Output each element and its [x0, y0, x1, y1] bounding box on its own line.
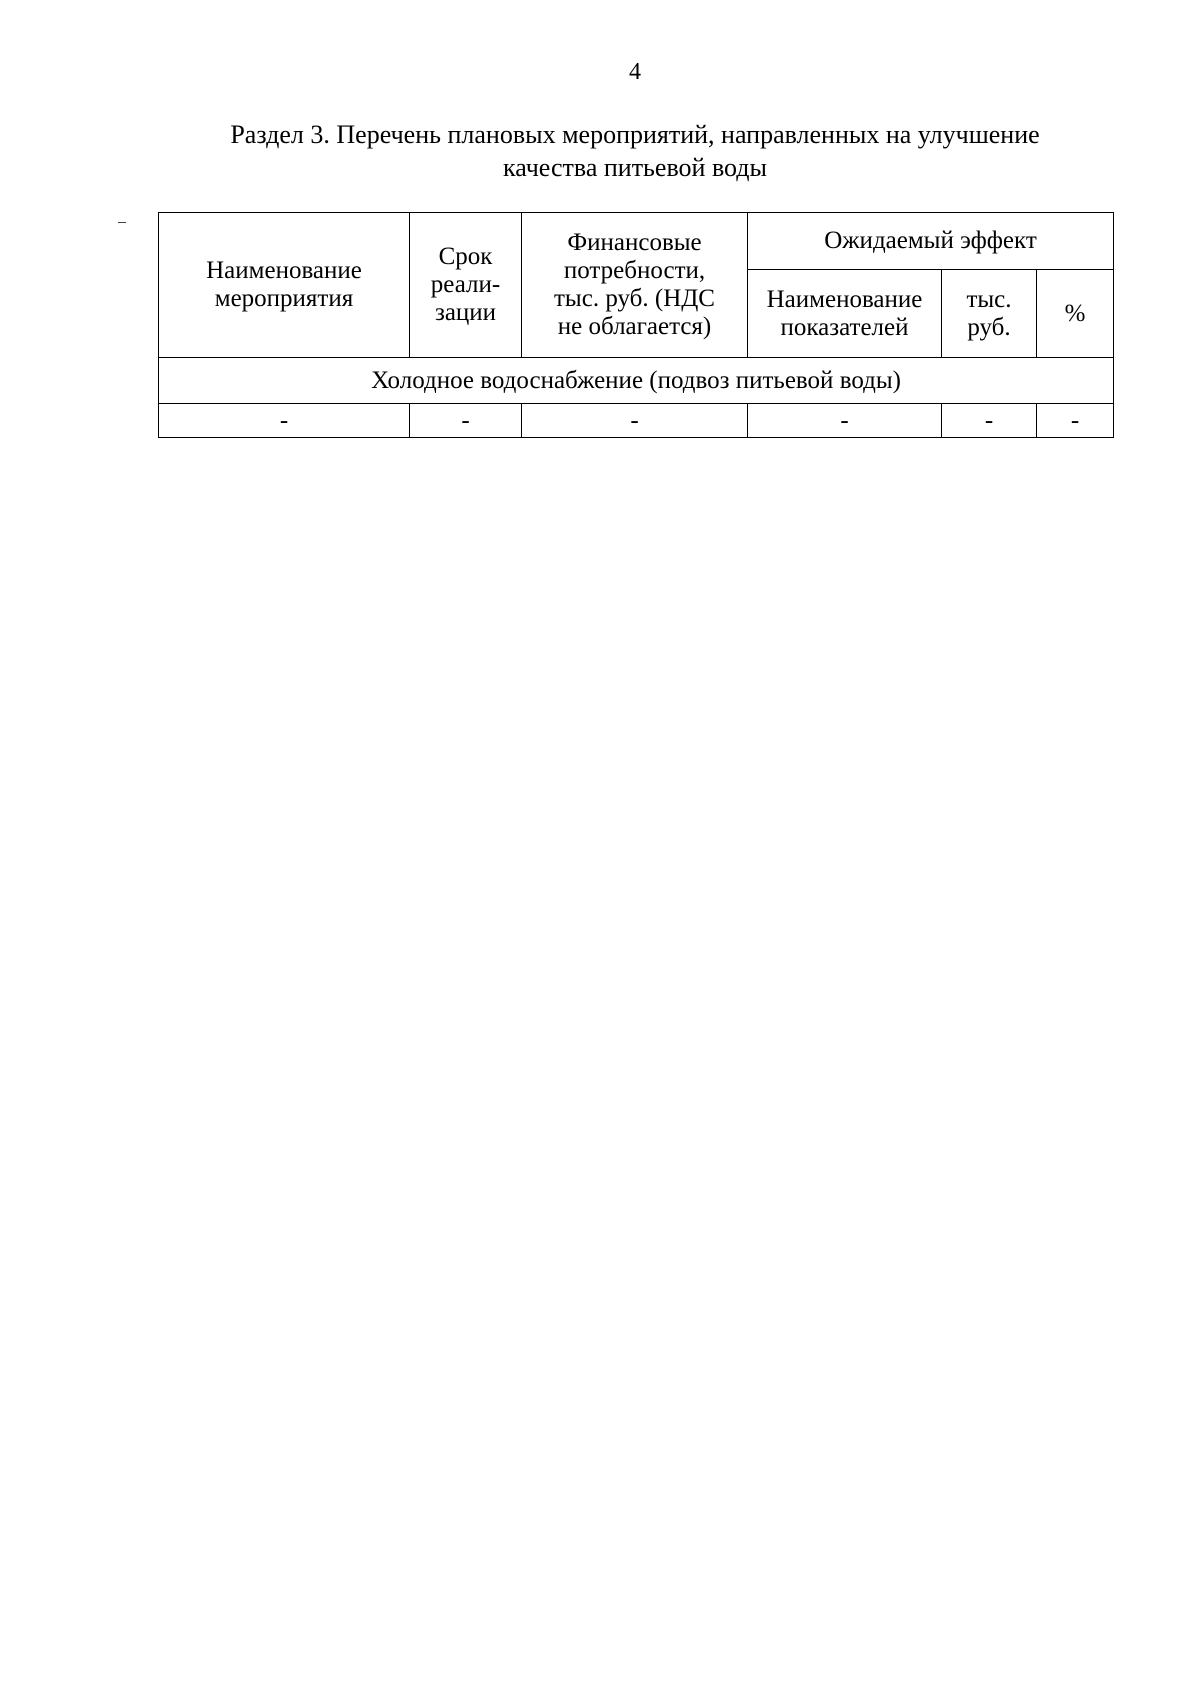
header-name: Наименование мероприятия — [159, 213, 410, 358]
table-row — [159, 404, 1114, 438]
measures-table — [158, 212, 1114, 438]
cell-indicators: - — [748, 404, 942, 438]
cell-percent: - — [1037, 404, 1114, 438]
cell-name: - — [159, 404, 410, 438]
cell-term: - — [410, 404, 522, 438]
header-thousand-rub: тыс. руб. — [942, 270, 1037, 358]
section-title-line-2: качества питьевой воды — [502, 153, 768, 182]
cell-finance: - — [522, 404, 748, 438]
section-row-cold-water: Холодное водоснабжение (подвоз питьевой воды) — [159, 358, 1114, 404]
section-title-line-1: Раздел 3. Перечень плановых мероприятий, направленных на улучшение — [230, 120, 1040, 149]
scan-mark — [118, 222, 126, 223]
section-title — [160, 118, 1110, 184]
page-number: 4 — [629, 59, 641, 85]
header-indicators: Наименование показателей — [748, 270, 942, 358]
header-effect: Ожидаемый эффект — [748, 213, 1114, 270]
cell-thousand-rub: - — [942, 404, 1037, 438]
table-section-row — [159, 358, 1114, 404]
header-percent: % — [1037, 270, 1114, 358]
header-finance: Финансовые потребности, тыс. руб. (НДС не облагается) — [522, 213, 748, 358]
table-header-row — [159, 213, 1114, 270]
header-term: Срок реали- зации — [410, 213, 522, 358]
